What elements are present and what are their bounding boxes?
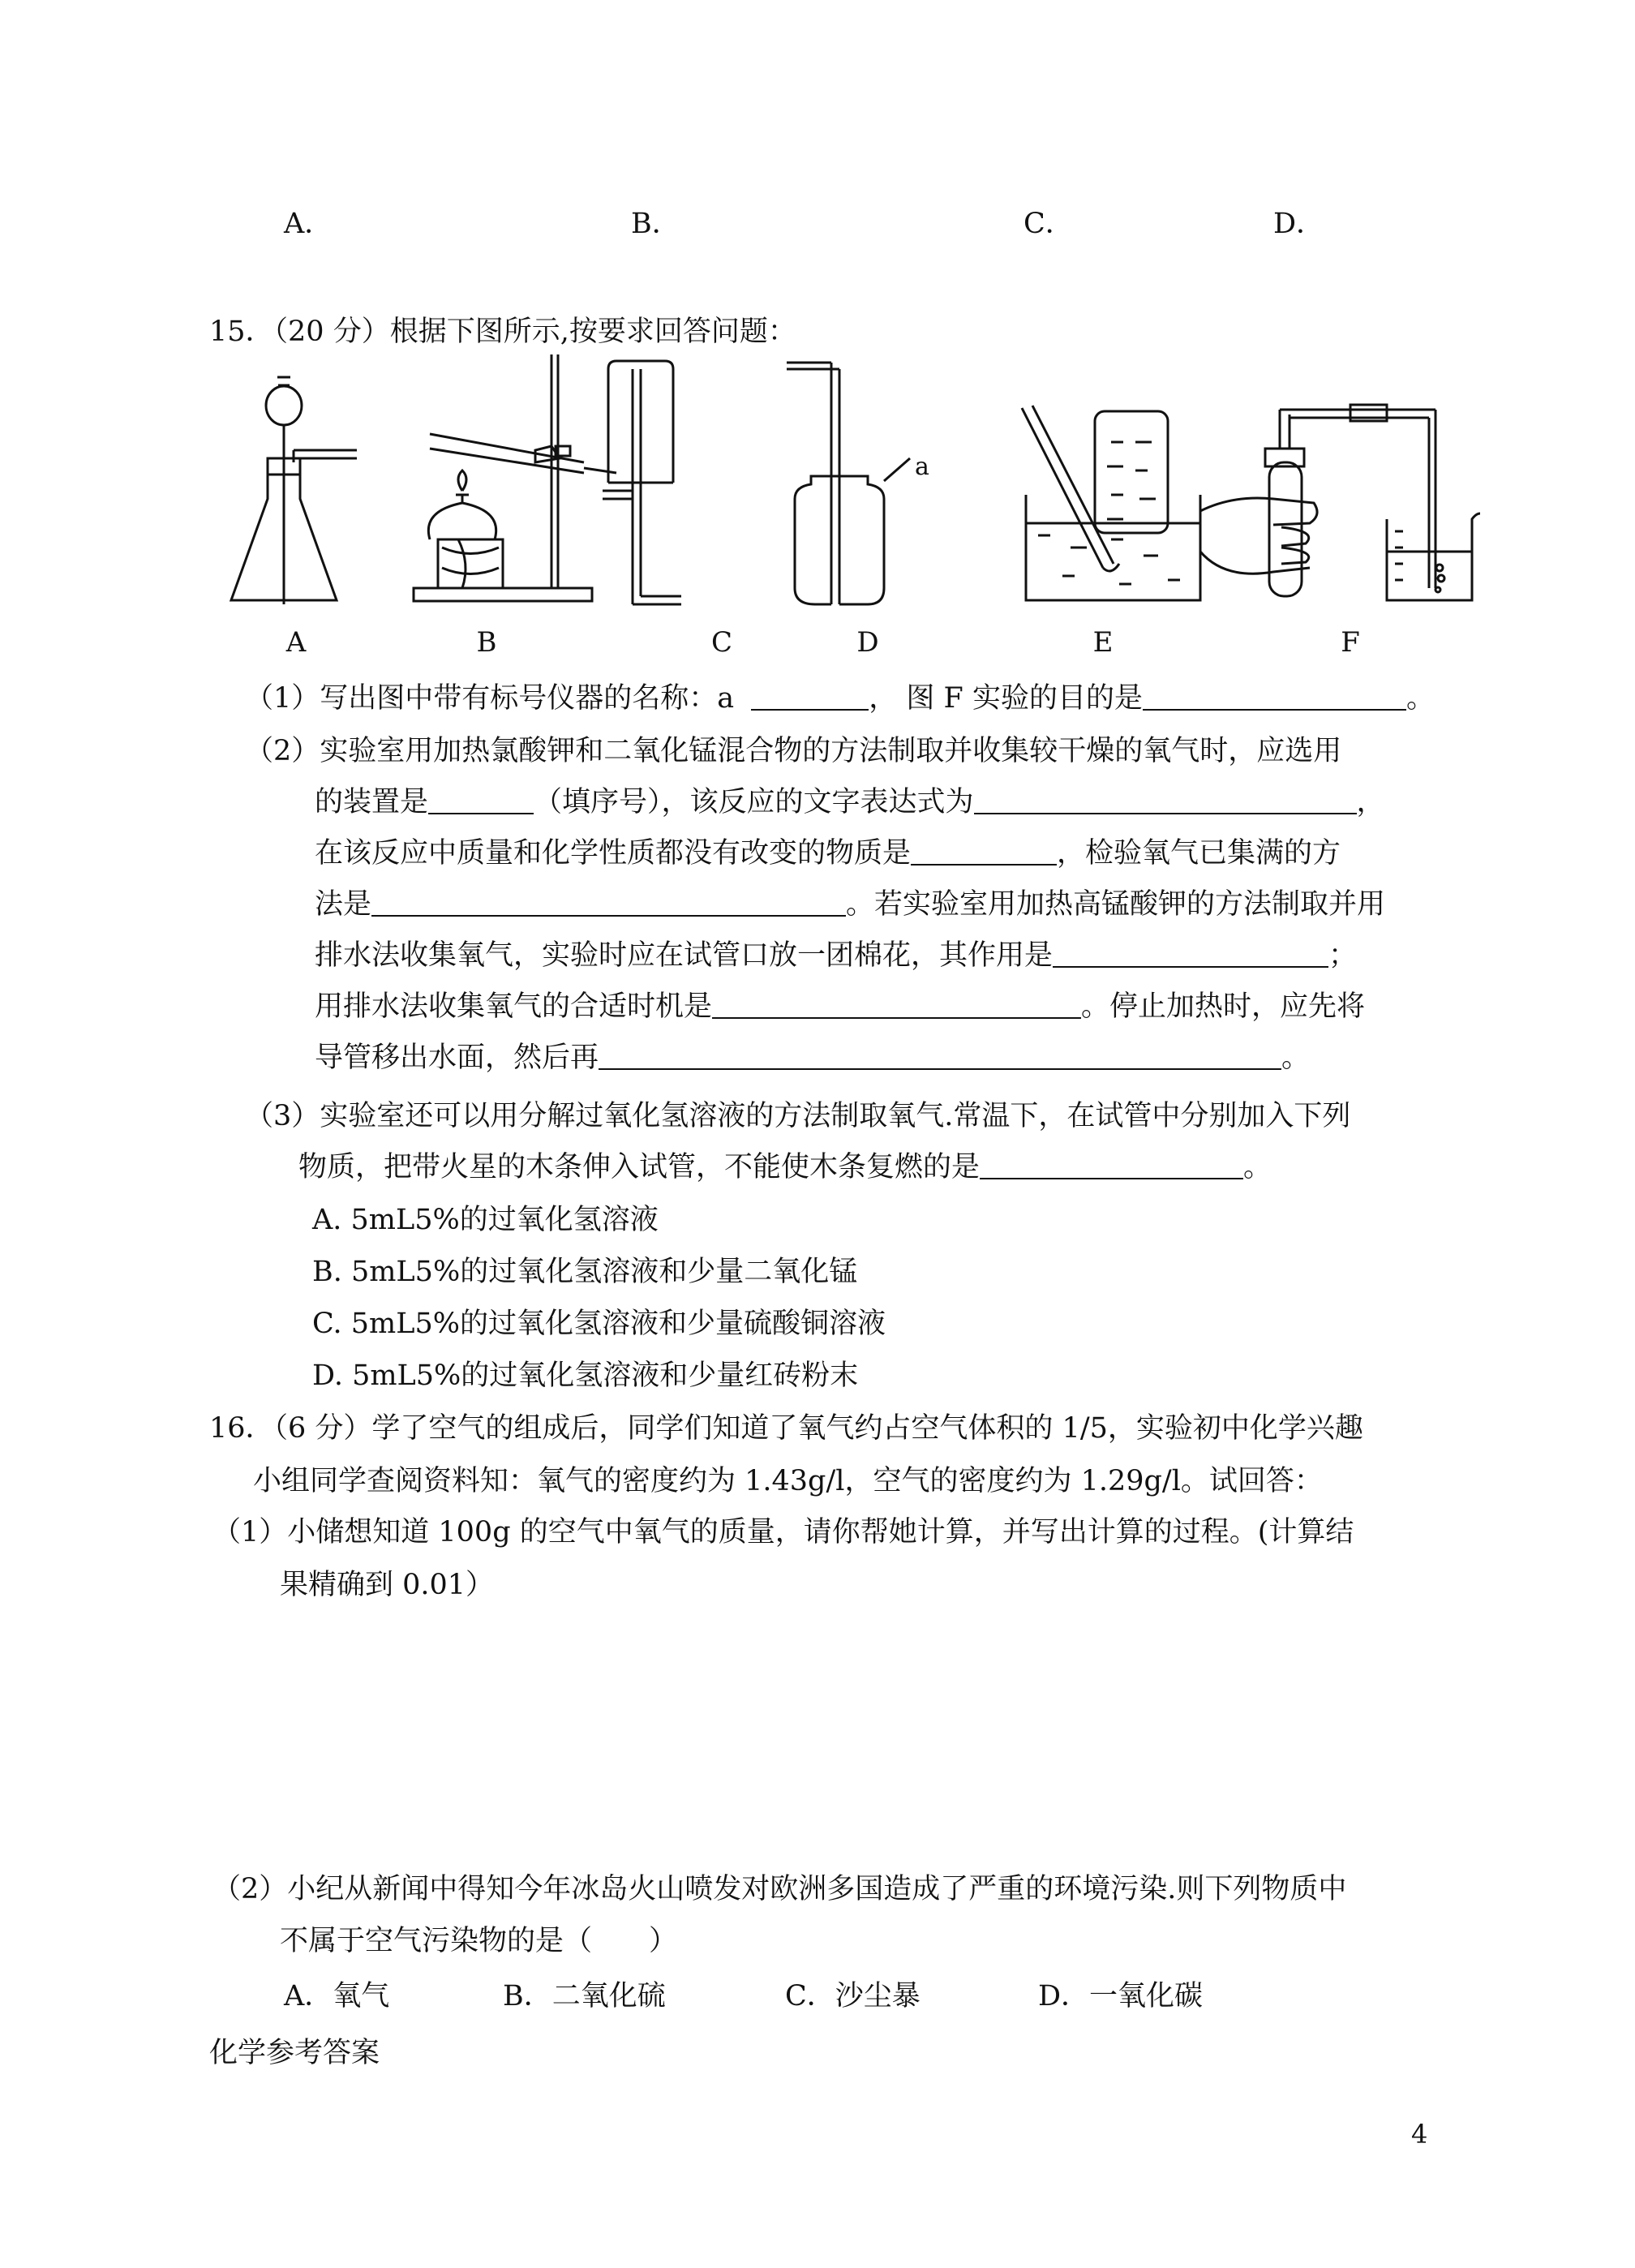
apparatus-label-c: C <box>710 626 732 659</box>
q15-part2-line3-b: ，检验氧气已集满的方 <box>1057 837 1341 870</box>
option-b: B． <box>631 208 680 240</box>
q15-part1 <box>245 681 1435 715</box>
q15-part1-end: 。 <box>1405 682 1435 715</box>
q16-part2-line1: （2）小纪从新闻中得知今年冰岛火山喷发对欧洲多国造成了严重的环境污染.则下列物质中 <box>212 1873 1347 1905</box>
apparatus-label-b: B <box>476 626 497 659</box>
apparatus-b-drawing <box>414 354 616 601</box>
q15-part2-line4-b: 。若实验室用加热高锰酸钾的方法制取并用 <box>846 888 1386 921</box>
blank-check-method[interactable] <box>371 887 846 917</box>
blank-catalyst[interactable] <box>911 836 1057 866</box>
blank-word-equation[interactable] <box>974 785 1357 814</box>
q15-part3-line2-end: 。 <box>1243 1151 1272 1183</box>
q15-part2-line3 <box>315 836 1341 870</box>
apparatus-d-drawing <box>787 363 910 604</box>
q15-part3-line1: （3）实验室还可以用分解过氧化氢溶液的方法制取氧气.常温下，在试管中分别加入下列 <box>245 1100 1351 1132</box>
q15-part2-line7 <box>315 1041 1310 1075</box>
apparatus-figure <box>227 337 1492 612</box>
q15-part2-line6 <box>315 990 1365 1024</box>
blank-device[interactable] <box>428 785 534 814</box>
q15-part2-line6-a: 用排水法收集氧气的合适时机是 <box>315 990 713 1023</box>
option-d: D． <box>1273 208 1325 240</box>
blank-a-name[interactable] <box>751 681 869 711</box>
q16-part1-line1: （1）小储想知道 100g 的空气中氧气的质量，请你帮她计算，并写出计算的过程。(计算结 <box>212 1516 1354 1549</box>
blank-cotton-purpose[interactable] <box>1053 939 1328 968</box>
q15-part2-line2 <box>315 785 1385 819</box>
q15-part3-option-a: A. 5mL5%的过氧化氢溶液 <box>312 1204 659 1236</box>
q15-part2-line5 <box>315 939 1357 973</box>
q16-line1: 16．（6 分）学了空气的组成后，同学们知道了氧气约占空气体积的 1/5，实验初中化学兴趣 <box>209 1412 1363 1445</box>
apparatus-a-drawing <box>231 377 357 604</box>
q15-part3-option-c: C. 5mL5%的过氧化氢溶液和少量硫酸铜溶液 <box>312 1308 886 1340</box>
apparatus-label-f: F <box>1341 626 1360 659</box>
q16-option-b: B．二氧化硫 <box>503 1980 666 2012</box>
q15-part2-line2-b: （填序号），该反应的文字表达式为 <box>534 786 974 818</box>
q15-part2-line2-a: 的装置是 <box>315 786 429 818</box>
q15-part3-line2-a: 物质，把带火星的木条伸入试管，不能使木条复燃的是 <box>298 1151 981 1183</box>
q16-option-d: D．一氧化碳 <box>1038 1980 1204 2012</box>
option-c: C． <box>1023 208 1074 240</box>
q15-part2-line7-a: 导管移出水面，然后再 <box>315 1042 599 1074</box>
q15-part3-line2 <box>298 1150 1272 1184</box>
q15-part3-option-d: D. 5mL5%的过氧化氢溶液和少量红砖粉末 <box>312 1360 859 1392</box>
q15-part2-line4 <box>315 887 1385 921</box>
q15-part2-line5-a: 排水法收集氧气，实验时应在试管口放一团棉花，其作用是 <box>315 939 1054 972</box>
blank-stop-heating[interactable] <box>599 1041 1281 1070</box>
q16-option-a: A．氧气 <box>284 1980 390 2012</box>
answer-key-title: 化学参考答案 <box>209 2037 380 2069</box>
q15-part2-line2-end: ， <box>1356 786 1385 818</box>
q15-part1-b: ， 图 F 实验的目的是 <box>869 682 1143 715</box>
apparatus-label-a: A <box>285 626 307 659</box>
blank-collect-timing[interactable] <box>712 990 1081 1019</box>
apparatus-f-drawing <box>1200 405 1480 600</box>
q16-line2: 小组同学查阅资料知：氧气的密度约为 1.43g/l，空气的密度约为 1.29g/l。试回答： <box>253 1465 1323 1497</box>
apparatus-label-d: D <box>856 626 879 659</box>
apparatus-c-drawing <box>603 361 681 604</box>
apparatus-label-e: E <box>1092 626 1114 659</box>
q15-part2-line3-a: 在该反应中质量和化学性质都没有改变的物质是 <box>315 837 912 870</box>
q15-part2-line1: （2）实验室用加热氯酸钾和二氧化锰混合物的方法制取并收集较干燥的氧气时，应选用 <box>245 735 1342 767</box>
page-number: 4 <box>1411 2119 1428 2150</box>
blank-f-purpose[interactable] <box>1143 681 1406 711</box>
blank-no-reignite[interactable] <box>980 1150 1243 1179</box>
figure-marker-a: a <box>915 453 929 481</box>
q16-part1-line2: 果精确到 0.01） <box>280 1569 495 1601</box>
q15-part2-line7-end: 。 <box>1281 1042 1311 1074</box>
q15-part3-option-b: B. 5mL5%的过氧化氢溶液和少量二氧化锰 <box>312 1256 858 1288</box>
q15-part2-line4-a: 法是 <box>315 888 372 921</box>
q15-part1-a: （1）写出图中带有标号仪器的名称：a <box>245 682 735 715</box>
option-a: A． <box>284 208 333 240</box>
apparatus-e-drawing <box>1022 406 1200 600</box>
q16-option-c: C．沙尘暴 <box>785 1980 920 2012</box>
q15-part2-line6-b: 。停止加热时，应先将 <box>1081 990 1366 1023</box>
q15-header: 15．（20 分）根据下图所示,按要求回答问题： <box>209 316 796 348</box>
q16-part2-line2: 不属于空气污染物的是（ ） <box>280 1925 678 1957</box>
q15-part2-line5-end: ； <box>1328 939 1358 972</box>
